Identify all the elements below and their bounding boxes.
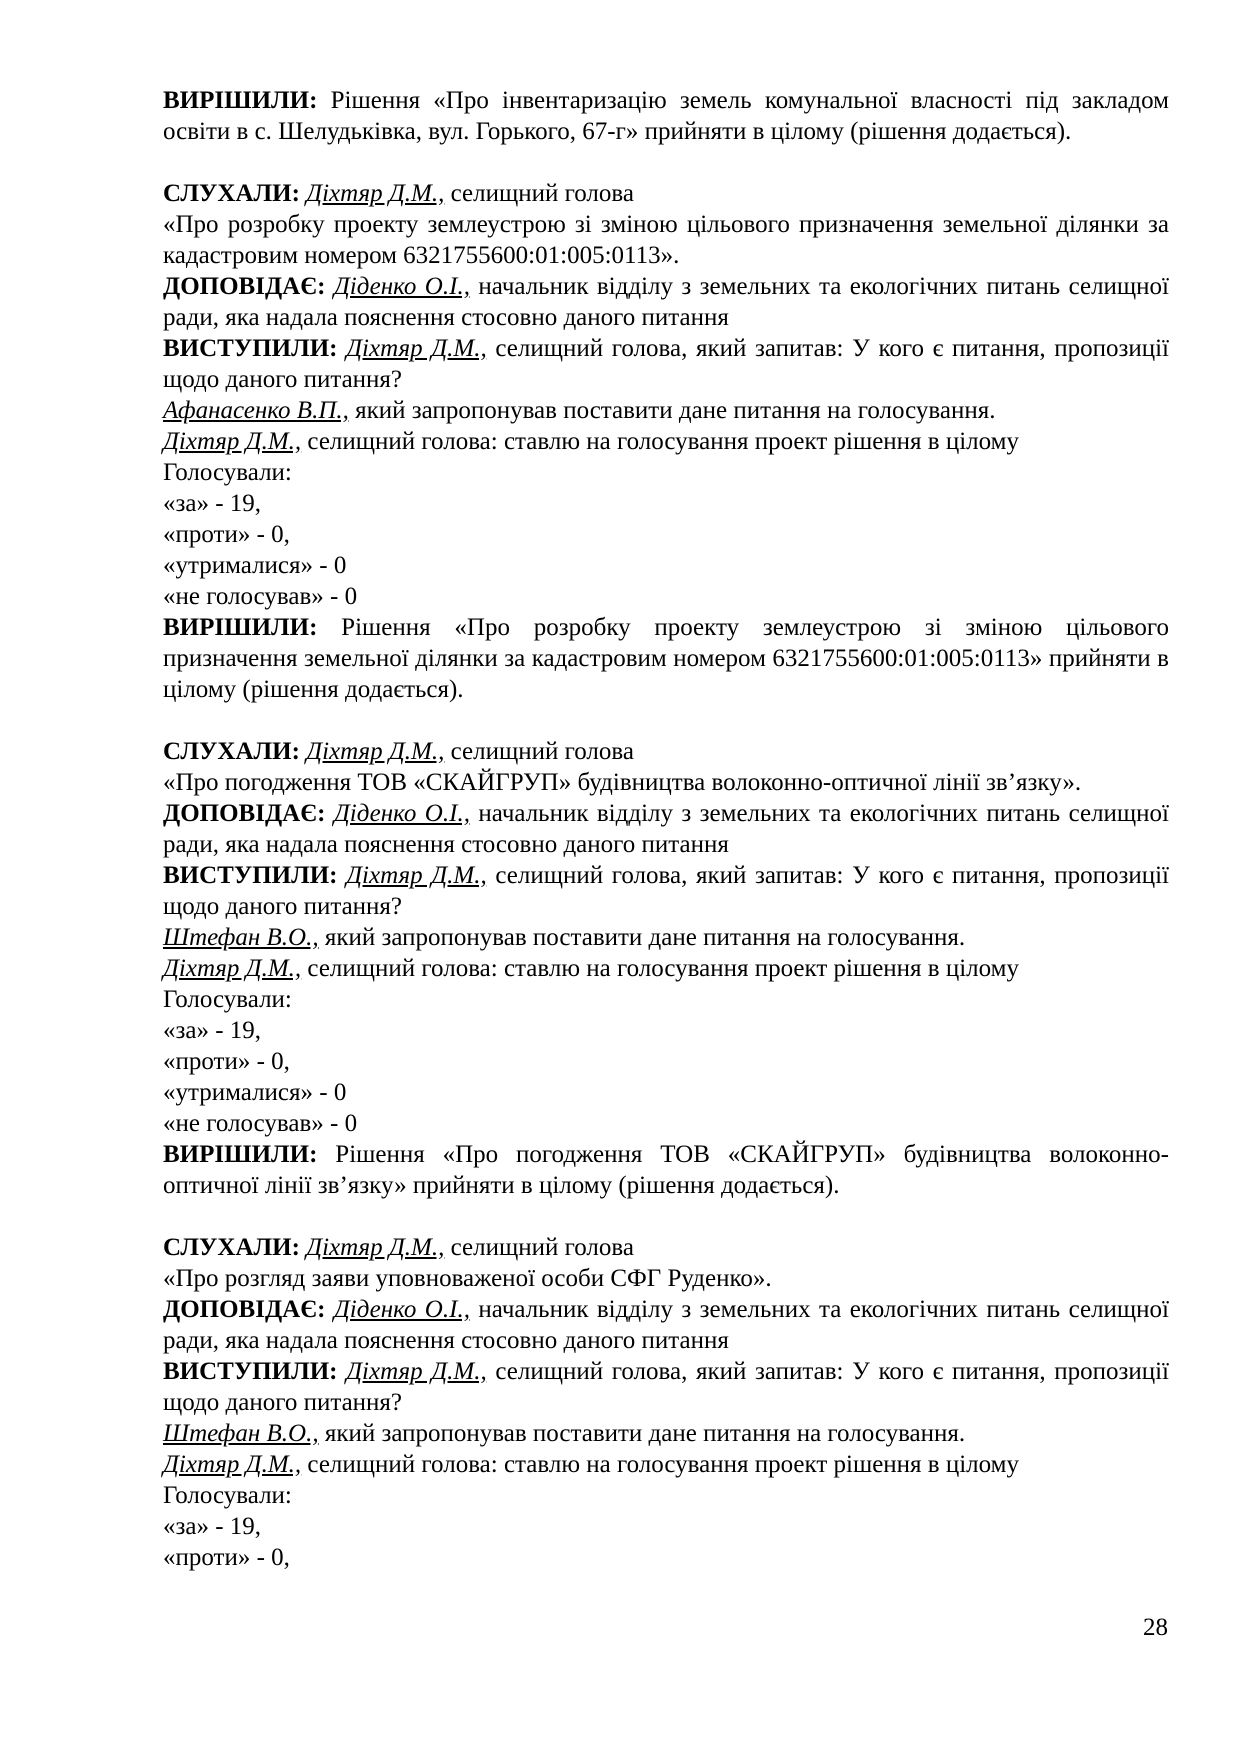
topic-text: «Про розробку проекту землеустрою зі зміною цільового призначення земельної ділянки за кадастровим номером 6321755600:01:005:0113». <box>163 211 1169 269</box>
vote-against: «проти» - 0, <box>163 1544 290 1571</box>
speaker-name: Діхтяр Д.М., <box>163 955 302 982</box>
proposal-line <box>163 395 1169 426</box>
report-paragraph <box>163 798 1169 860</box>
report-text: начальник відділу з земельних та екологічних питань селищної ради, яка надала пояснення стосовно даного питання <box>163 800 1169 858</box>
proposal-text: який запропонував поставити дане питання на голосування. <box>318 1420 966 1447</box>
vote-against: «проти» - 0, <box>163 1048 290 1075</box>
reporter-name: Діденко О.І., <box>333 1296 470 1323</box>
topic-text: «Про погодження ТОВ «СКАЙГРУП» будівництва волоконно-оптичної лінії зв’язку». <box>163 769 1082 796</box>
vote-for: «за» - 19, <box>163 1017 262 1044</box>
report-text: начальник відділу з земельних та екологічних питань селищної ради, яка надала пояснення стосовно даного питання <box>163 1296 1169 1354</box>
decision-label: ВИРІШИЛИ: <box>163 1141 318 1168</box>
vote-not-voted: «не голосував» - 0 <box>163 1110 358 1137</box>
vote-call-text: селищний голова: ставлю на голосування проект рішення в цілому <box>301 955 1019 982</box>
speaker-name: Діхтяр Д.М., <box>163 1451 302 1478</box>
speaker-name: Діхтяр Д.М., <box>306 180 445 207</box>
proposer-name: Штефан В.О., <box>163 924 319 951</box>
speaker-name: Діхтяр Д.М., <box>346 1358 487 1385</box>
voted-label: Голосували: <box>163 459 292 486</box>
speaker-name: Діхтяр Д.М., <box>306 1234 445 1261</box>
speaker-name: Діхтяр Д.М., <box>306 738 445 765</box>
speeches-paragraph <box>163 860 1169 922</box>
vote-call-text: селищний голова: ставлю на голосування проект рішення в цілому <box>301 1451 1019 1478</box>
voted-label: Голосували: <box>163 1482 292 1509</box>
report-paragraph <box>163 271 1169 333</box>
speeches-text: селищний голова, який запитав: У кого є питання, пропозиції щодо даного питання? <box>163 862 1169 920</box>
speeches-paragraph <box>163 333 1169 395</box>
report-label: ДОПОВІДАЄ: <box>163 273 326 300</box>
speeches-label: ВИСТУПИЛИ: <box>163 862 338 889</box>
page-number: 28 <box>1143 1614 1168 1641</box>
report-label: ДОПОВІДАЄ: <box>163 1296 326 1323</box>
decision-text: Рішення «Про інвентаризацію земель комунальної власності під закладом освіти в с. Шелудьківка, вул. Горького, 67-г» прийняти в цілому (рішення додається). <box>163 87 1169 145</box>
report-paragraph <box>163 1294 1169 1356</box>
decision-text: Рішення «Про погодження ТОВ «СКАЙГРУП» будівництва волоконно-оптичної лінії зв’язку» прийняти в цілому (рішення додається). <box>163 1141 1169 1199</box>
vote-abstained: «утрималися» - 0 <box>163 552 347 579</box>
vote-call-line <box>163 1449 1169 1480</box>
speeches-label: ВИСТУПИЛИ: <box>163 335 338 362</box>
proposer-name: Штефан В.О., <box>163 1420 319 1447</box>
voted-label: Голосували: <box>163 986 292 1013</box>
vote-for: «за» - 19, <box>163 1513 262 1540</box>
heard-line <box>163 736 1169 767</box>
reporter-name: Діденко О.І., <box>333 273 470 300</box>
heard-label: СЛУХАЛИ: <box>163 738 300 765</box>
vote-for: «за» - 19, <box>163 490 262 517</box>
reporter-name: Діденко О.І., <box>333 800 470 827</box>
proposal-line <box>163 1418 1169 1449</box>
speaker-role: селищний голова <box>444 1234 634 1261</box>
speaker-role: селищний голова <box>444 180 634 207</box>
decision-label: ВИРІШИЛИ: <box>163 87 318 114</box>
vote-call-text: селищний голова: ставлю на голосування проект рішення в цілому <box>301 428 1019 455</box>
speeches-paragraph <box>163 1356 1169 1418</box>
vote-against: «проти» - 0, <box>163 521 290 548</box>
decision-paragraph <box>163 612 1169 705</box>
decision-paragraph <box>163 1139 1169 1201</box>
proposal-line <box>163 922 1169 953</box>
vote-call-line <box>163 953 1169 984</box>
heard-line <box>163 178 1169 209</box>
speeches-text: селищний голова, який запитав: У кого є питання, пропозиції щодо даного питання? <box>163 335 1169 393</box>
topic-text: «Про розгляд заяви уповноваженої особи СФГ Руденко». <box>163 1265 772 1292</box>
vote-call-line <box>163 426 1169 457</box>
vote-not-voted: «не голосував» - 0 <box>163 583 358 610</box>
report-text: начальник відділу з земельних та екологічних питань селищної ради, яка надала пояснення стосовно даного питання <box>163 273 1169 331</box>
decision-text: Рішення «Про розробку проекту землеустрою зі зміною цільового призначення земельної ділянки за кадастровим номером 6321755600:01:005:0113» прийняти в цілому (рішення додається). <box>163 614 1169 703</box>
vote-abstained: «утрималися» - 0 <box>163 1079 347 1106</box>
proposal-text: який запропонував поставити дане питання на голосування. <box>348 397 996 424</box>
speaker-role: селищний голова <box>444 738 634 765</box>
heard-label: СЛУХАЛИ: <box>163 180 300 207</box>
heard-line <box>163 1232 1169 1263</box>
speaker-name: Діхтяр Д.М., <box>346 862 487 889</box>
document-page <box>163 85 1169 1573</box>
proposer-name: Афанасенко В.П., <box>163 397 349 424</box>
heard-label: СЛУХАЛИ: <box>163 1234 300 1261</box>
speaker-name: Діхтяр Д.М., <box>346 335 487 362</box>
speeches-text: селищний голова, який запитав: У кого є питання, пропозиції щодо даного питання? <box>163 1358 1169 1416</box>
decision-paragraph <box>163 85 1169 147</box>
speaker-name: Діхтяр Д.М., <box>163 428 302 455</box>
speeches-label: ВИСТУПИЛИ: <box>163 1358 338 1385</box>
proposal-text: який запропонував поставити дане питання на голосування. <box>318 924 966 951</box>
decision-label: ВИРІШИЛИ: <box>163 614 318 641</box>
report-label: ДОПОВІДАЄ: <box>163 800 326 827</box>
